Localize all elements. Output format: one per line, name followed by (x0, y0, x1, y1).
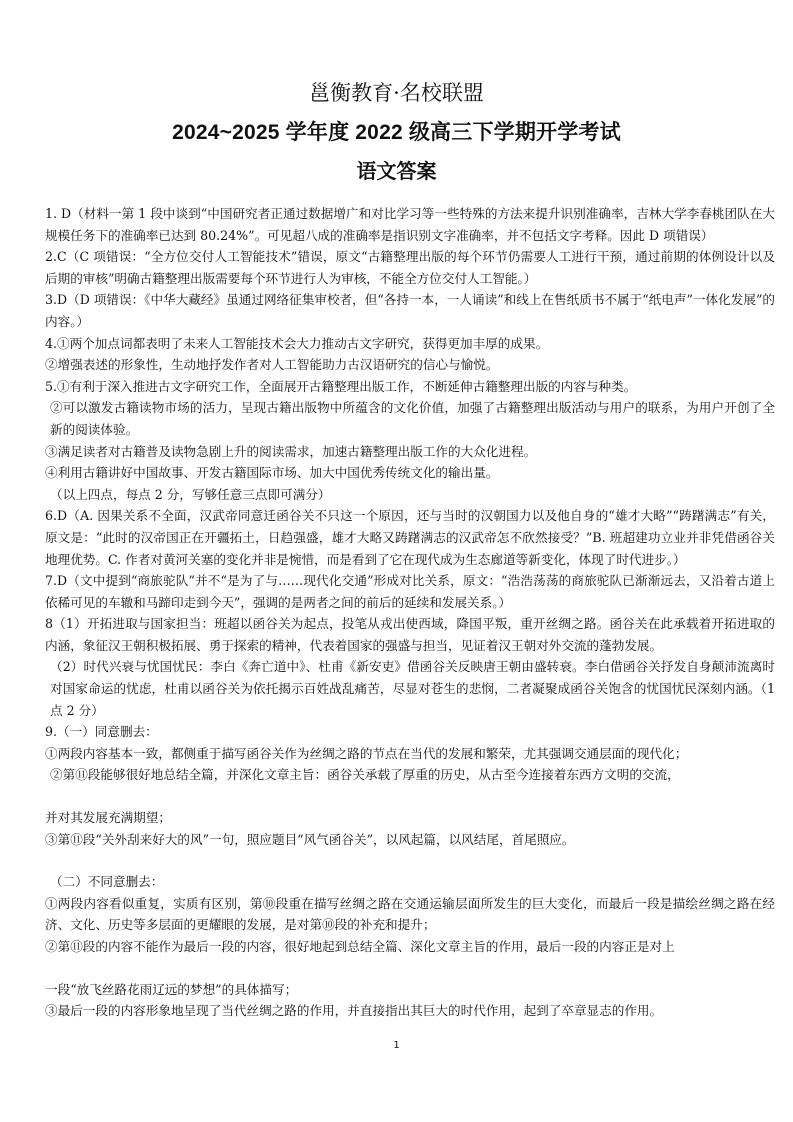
answer-5-point-2: ②可以激发古籍读物市场的活力，呈现古籍出版物中所蕴含的文化价值，加强了古籍整理出版活动与用户的联系，为用户开创了全新的阅读体验。 (50, 400, 775, 437)
page-number: 1 (393, 1040, 400, 1051)
subject-title: 语文答案 (356, 159, 437, 183)
answer-9-agree-point-2-cont: 并对其发展充满期望； (45, 810, 171, 826)
answer-9-disagree-heading: （二）不同意删去： (50, 874, 164, 890)
answer-4-point-1: 4.①两个加点词都表明了未来人工智能技术会大力推动古文字研究，获得更加丰厚的成果。 (45, 335, 549, 351)
exam-title: 2024~2025 学年度 2022 级高三下学期开学考试 (172, 121, 621, 144)
answer-9-agree-point-1: ①两段内容基本一致，都侧重于描写函谷关作为丝绸之路的节点在当代的发展和繁荣，尤其强调交通层面的现代化； (45, 745, 688, 761)
answer-9-disagree-point-2: ②第⑪段的内容不能作为最后一段的内容，很好地起到总结全篇、深化文章主旨的作用，最后一段的内容正是对上 (45, 939, 675, 954)
answer-5-point-4: ④利用古籍讲好中国故事、开发古籍国际市场、加大中国优秀传统文化的输出量。 (45, 465, 499, 481)
spacer (45, 850, 775, 871)
spacer (45, 786, 775, 807)
answer-8-part-1: 8（1）开拓进取与国家担当：班超以函谷关为起点，投笔从戎出使西域，降国平叛，重开丝绸之路。函谷关在此承载着开拓进取的内涵，象征汉王朝积极拓展、勇于探索的精神，代表着国家的强盛与担当，见证着汉王朝对外交流的蓬勃发展。 (45, 616, 775, 653)
answer-5-scoring-note: （以上四点，每点 2 分，写够任意三点即可满分） (50, 486, 331, 502)
answer-4-point-2: ②增强表述的形象性，生动地抒发作者对人工智能助力古汉语研究的信心与愉悦。 (45, 357, 499, 373)
answer-5-point-1: 5.①有利于深入推进古文字研究工作，全面展开古籍整理出版工作，不断延伸古籍整理出版的内容与种类。 (45, 378, 637, 394)
answer-7: 7.D（文中提到“商旅驼队”并不“是为了与……现代化交通”形成对比关系，原文：“浩浩荡荡的商旅驼队已渐渐远去，又沿着古道上依稀可见的车辙和马蹄印走到今天”，强调的是两者之间的前后的延续和发展关系。） (45, 573, 775, 610)
answer-9-agree-heading: 9.（一）同意删去： (45, 724, 158, 740)
answer-6: 6.D（A. 因果关系不全面，汉武帝同意迁函谷关不只这一个原因，还与当时的汉朝国力以及他自身的“雄才大略”“踌躇满志”有关，原文是：“此时的汉帝国正在开疆拓土，日趋强盛，雄才大略又踌躇满志的汉武帝怎不欣然接受？”B. 班超建功立业并非凭借函谷关地理优势。C. 作者对黄河关塞的变化并非是惋惜，而是看到了它在现代成为生态廊道等新变化，体现了时代进步。） (45, 508, 775, 567)
answer-9-disagree-point-2-cont: 一段“放飞丝路花雨辽远的梦想”的具体描写； (45, 981, 298, 997)
answer-9-agree-point-2: ②第⑪段能够很好地总结全篇，并深化文章主旨：函谷关承载了厚重的历史，从古至今连接着东西方文明的交流， (50, 767, 680, 783)
answer-2: 2.C（C 项错误：“全方位交付人工智能技术”错误，原文“古籍整理出版的每个环节仍需要人工进行干预，通过前期的体例设计以及后期的审核”明确古籍整理出版需要每个环节进行人为审核，不能全方位交付人工智能。） (45, 249, 775, 286)
answer-3: 3.D（D 项错误：《中华大藏经》虽通过网络征集审校者，但“各持一本，一人诵读”和线上在售纸质书不属于“纸电声”一体化发展”的内容。） (45, 292, 775, 329)
answer-8-part-2: （2）时代兴衰与忧国忧民：李白《奔亡道中》、杜甫《新安吏》借函谷关反映唐王朝由盛转衰。李白借函谷关抒发自身颠沛流离时对国家命运的忧虑，杜甫以函谷关为依托揭示百姓战乱痛苦，尽显对苍生的悲悯，二者凝聚成函谷关饱含的忧国忧民深刻内涵。（1 点 2 分） (50, 659, 775, 718)
answer-9-disagree-point-1: ①两段内容看似重复，实质有区别，第⑩段重在描写丝绸之路在交通运输层面所发生的巨大变化，而最后一段是描绘丝绸之路在经济、文化、历史等多层面的更耀眼的发展，是对第⑩段的补充和提升； (45, 895, 775, 933)
answer-9-disagree-point-3: ③最后一段的内容形象地呈现了当代丝绸之路的作用，并直接指出其巨大的时代作用，起到了卒章显志的作用。 (45, 1003, 663, 1019)
answer-1: 1. D（材料一第 1 段中谈到“中国研究者正通过数据增广和对比学习等一些特殊的方法来提升识别准确率，吉林大学李春桃团队在大规模任务下的准确率已达到 80.24%”。可见超八成的准确率是指识别文字准确率，并不包括文字考释。因此 D 项错误） (45, 206, 775, 243)
answer-9-agree-point-3: ③第⑪段“关外刮来好大的风”一句，照应题目“风气函谷关”，以风起篇，以风结尾，首尾照应。 (45, 831, 575, 847)
organization-title: 邕衡教育·名校联盟 (309, 81, 484, 105)
answer-5-point-3: ③满足读者对古籍普及读物急剧上升的阅读需求，加速古籍整理出版工作的大众化进程。 (45, 443, 537, 459)
spacer (45, 958, 775, 979)
title-block (0, 78, 793, 186)
answer-body (45, 203, 775, 1022)
